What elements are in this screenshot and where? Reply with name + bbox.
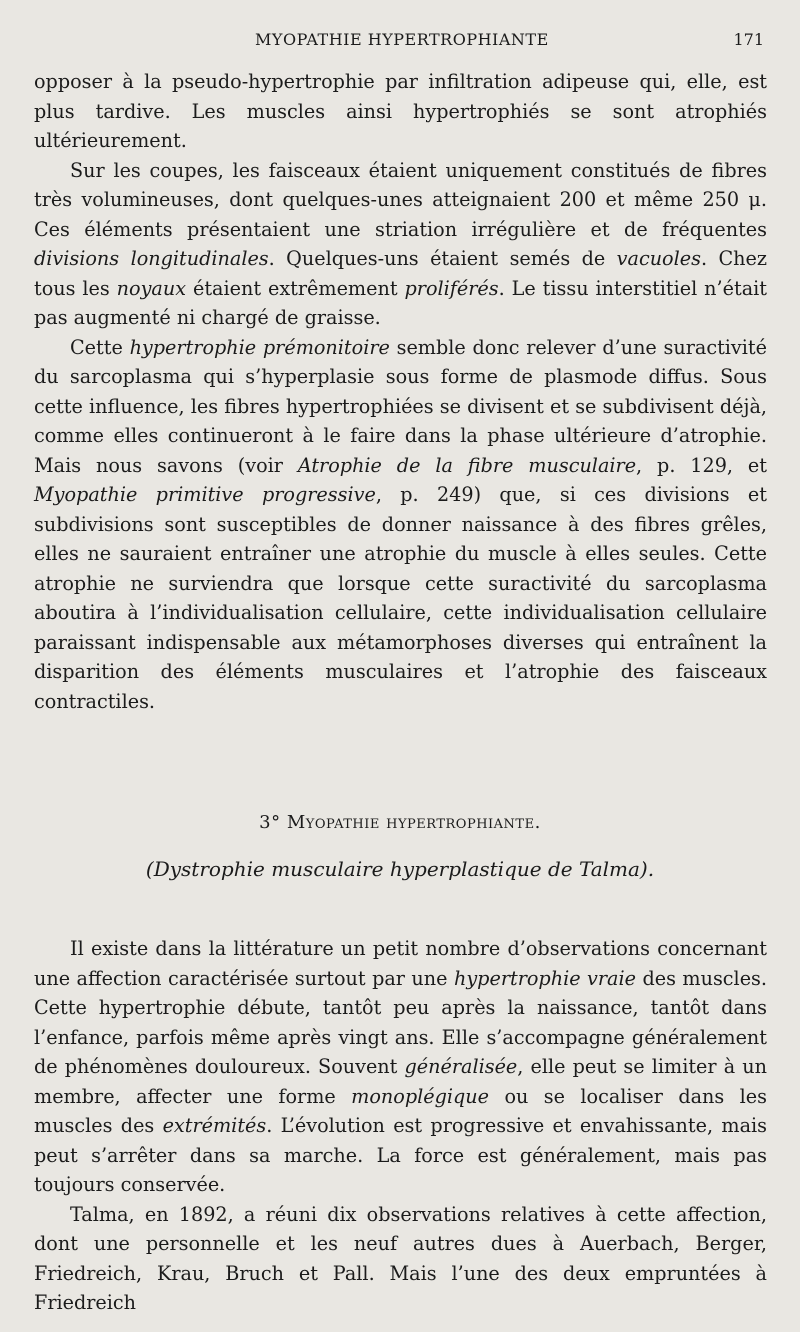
emphasis: hypertrophie prémonitoire xyxy=(129,335,390,359)
section-number: 3° xyxy=(259,812,281,833)
emphasis: vacuoles xyxy=(616,247,701,270)
text-block-bottom xyxy=(34,934,767,1318)
emphasis: monoplégique xyxy=(351,1084,490,1108)
emphasis: proliférés xyxy=(404,276,499,300)
paragraph-coupes: Sur les coupes, les faisceaux étaient uniquement constitués de fibres très volumineuses, dont quelques-unes atteignaient 200 et même 250 μ. Ces éléments présentaient une striation irrégulière et de fréquentes divisions longitudinales. Quelques-uns étaient semés de vacuoles. Chez tous les noyaux étaient extrêmement proliférés. Le tissu interstitiel n’était pas augmenté ni chargé de graisse. xyxy=(34,158,767,329)
running-head xyxy=(0,30,800,54)
emphasis: Myopathie primitive progressive xyxy=(34,483,376,506)
paragraph-litterature: Il existe dans la littérature un petit nombre d’observations concernant une affection caractérisée surtout par une hypertrophie vraie des muscles. Cette hypertrophie débute, tantôt peu après la naissance, tantôt dans l’enfance, parfois même après vingt ans. Elle s’accompagne généralement de phénomènes douloureux. Souvent généralisée, elle peut se limiter à un membre, affecter une forme monoplégique ou se localiser dans les muscles des extrémités. L’évolution est progressive et envahissante, mais peut s’arrêter dans sa marche. La force est généralement, mais pas toujours conservée. xyxy=(34,937,767,1196)
running-title: MYOPATHIE HYPERTROPHIANTE xyxy=(255,30,549,49)
section-heading xyxy=(0,812,800,833)
paragraph-hypertrophie-premonitoire: Cette hypertrophie prémonitoire semble donc relever d’une suractivité du sarcoplasma qui s’hyperplasie sous forme de plasmode diffus. Sous cette influence, les fibres hypertrophiées se divisent et se subdivisent déjà, comme elles continueront à le faire dans la phase ultérieure d’atrophie. Mais nous savons (voir Atrophie de la fibre musculaire, p. 129, et Myopathie primitive progressive, p. 249) que, si ces divisions et subdivisions sont susceptibles de donner naissance à des fibres grêles, elles ne sauraient entraîner une atrophie du muscle à elles seules. Cette atrophie ne surviendra que lorsque cette suractivité du sarcoplasma aboutira à l’individualisation cellulaire, cette individualisation cellulaire paraissant indispensable aux métamorphoses diverses qui entraînent la disparition des éléments musculaires et l’atrophie des faisceaux contractiles. xyxy=(34,335,767,713)
paragraph-continuation: opposer à la pseudo-hypertrophie par infiltration adipeuse qui, elle, est plus tardive. Les muscles ainsi hypertrophiés se sont atrophiés ultérieurement. xyxy=(34,70,767,152)
emphasis: hypertrophie vraie xyxy=(453,966,636,990)
paragraph-talma: Talma, en 1892, a réuni dix observations relatives à cette affection, dont une personnelle et les neuf autres dues à Auerbach, Berger, Friedreich, Krau, Bruch et Pall. Mais l’une des deux empruntées à Friedreich xyxy=(34,1202,767,1314)
section-subtitle: (Dystrophie musculaire hyperplastique de Talma). xyxy=(145,857,655,881)
emphasis: généralisée xyxy=(404,1055,518,1078)
emphasis: extrémités xyxy=(162,1114,267,1137)
text-block-top xyxy=(34,67,767,716)
section-title: Myopathie hypertrophiante. xyxy=(286,812,541,833)
emphasis: Atrophie de la fibre musculaire xyxy=(297,453,637,477)
emphasis: divisions longitudinales xyxy=(34,247,269,270)
emphasis: noyaux xyxy=(116,276,187,300)
page-number: 171 xyxy=(733,30,764,49)
